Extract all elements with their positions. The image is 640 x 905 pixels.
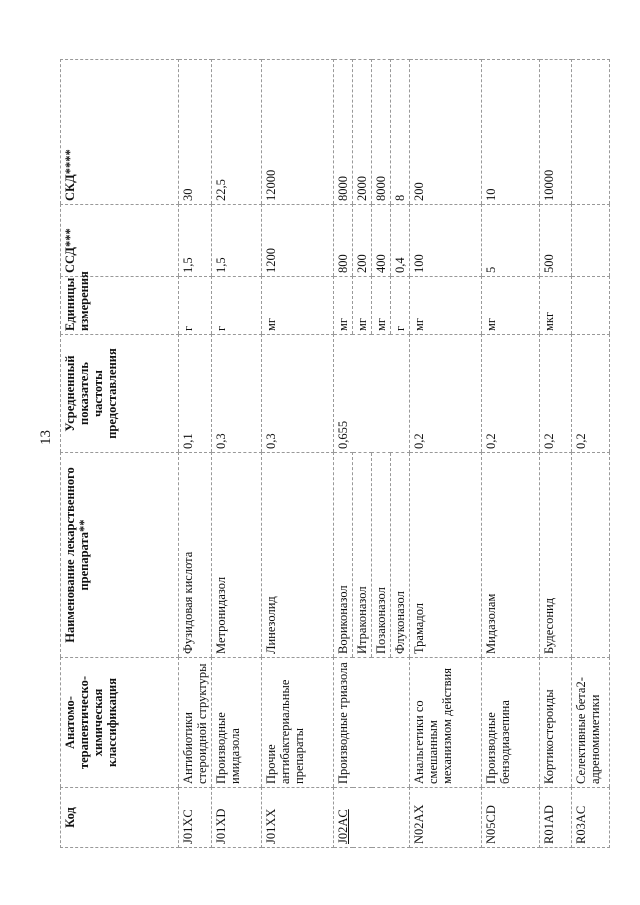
- freq-cell: 0,3: [212, 335, 262, 453]
- drug-cell: [572, 453, 610, 658]
- drug-cell: Трамадол: [410, 453, 482, 658]
- table-row: [212, 60, 262, 848]
- ssd-cell: 1200: [262, 205, 334, 277]
- table-row: [482, 60, 540, 848]
- skd-cell: 22,5: [212, 60, 262, 205]
- ssd-cell: [572, 205, 610, 277]
- drug-cell: Будесонид: [540, 453, 572, 658]
- header-atc: Анатомо-терапевтическо-химическая классификация: [61, 658, 179, 788]
- unit-cell: мг: [334, 277, 353, 335]
- code-cell: N05CD: [482, 788, 540, 848]
- skd-cell: 8: [391, 60, 410, 205]
- header-row: [61, 60, 179, 848]
- unit-cell: [572, 277, 610, 335]
- skd-cell: 8000: [372, 60, 391, 205]
- atc-cell: Селективные бета2-адреномиметики: [572, 658, 610, 788]
- table-row: [179, 60, 212, 848]
- freq-cell: 0,1: [179, 335, 212, 453]
- ssd-cell: 500: [540, 205, 572, 277]
- skd-cell: 10000: [540, 60, 572, 205]
- unit-cell: г: [391, 277, 410, 335]
- ssd-cell: 200: [353, 205, 372, 277]
- freq-cell: 0,2: [572, 335, 610, 453]
- freq-cell: 0,2: [410, 335, 482, 453]
- freq-cell: 0,2: [482, 335, 540, 453]
- drug-cell: Фузидовая кислота: [179, 453, 212, 658]
- header-ssd: ССД***: [61, 205, 179, 277]
- drug-cell: Позаконазол: [372, 453, 391, 658]
- rotated-table-container: [60, 60, 602, 848]
- skd-cell: 8000: [334, 60, 353, 205]
- header-code: Код: [61, 788, 179, 848]
- skd-cell: 30: [179, 60, 212, 205]
- code-cell: R01AD: [540, 788, 572, 848]
- ssd-cell: 1,5: [212, 205, 262, 277]
- code-cell: J01XD: [212, 788, 262, 848]
- drug-cell: Вориконазол: [334, 453, 353, 658]
- code-cell: R03AC: [572, 788, 610, 848]
- unit-cell: г: [212, 277, 262, 335]
- code-cell: N02AX: [410, 788, 482, 848]
- table-row: [540, 60, 572, 848]
- freq-cell: 0,2: [540, 335, 572, 453]
- header-skd: СКД****: [61, 60, 179, 205]
- unit-cell: мг: [372, 277, 391, 335]
- drug-cell: Итраконазол: [353, 453, 372, 658]
- table-row: [410, 60, 482, 848]
- skd-cell: 12000: [262, 60, 334, 205]
- ssd-cell: 5: [482, 205, 540, 277]
- code-cell: J01XX: [262, 788, 334, 848]
- table-row: [572, 60, 610, 848]
- atc-cell: Производные имидазола: [212, 658, 262, 788]
- atc-cell: Производные триазола: [334, 658, 410, 788]
- atc-cell: Производные бензодиазепина: [482, 658, 540, 788]
- skd-cell: 200: [410, 60, 482, 205]
- drug-table: [60, 59, 610, 848]
- code-cell: J02AC: [334, 788, 410, 848]
- ssd-cell: 800: [334, 205, 353, 277]
- page-number: 13: [38, 430, 54, 445]
- drug-cell: Линезолид: [262, 453, 334, 658]
- drug-cell: Флуконазол: [391, 453, 410, 658]
- header-drug: Наименование лекарственного препарата**: [61, 453, 179, 658]
- ssd-cell: 1,5: [179, 205, 212, 277]
- unit-cell: г: [179, 277, 212, 335]
- unit-cell: мг: [410, 277, 482, 335]
- unit-cell: мкг: [540, 277, 572, 335]
- atc-cell: Прочие антибактериальные препараты: [262, 658, 334, 788]
- atc-cell: Кортикостероиды: [540, 658, 572, 788]
- skd-cell: 2000: [353, 60, 372, 205]
- ssd-cell: 100: [410, 205, 482, 277]
- table-row: [262, 60, 334, 848]
- atc-cell: Анальгетики со смешанным механизмом действия: [410, 658, 482, 788]
- header-unit: Единицы измерения: [61, 277, 179, 335]
- unit-cell: мг: [482, 277, 540, 335]
- freq-cell: 0,655: [334, 335, 410, 453]
- table-row: [334, 60, 353, 848]
- skd-cell: [572, 60, 610, 205]
- code-cell: J01XC: [179, 788, 212, 848]
- drug-cell: Метронидазол: [212, 453, 262, 658]
- skd-cell: 10: [482, 60, 540, 205]
- freq-cell: 0,3: [262, 335, 334, 453]
- atc-cell: Антибиотики стероидной структуры: [179, 658, 212, 788]
- unit-cell: мг: [262, 277, 334, 335]
- ssd-cell: 0,4: [391, 205, 410, 277]
- drug-cell: Мидазолам: [482, 453, 540, 658]
- header-freq: Усредненный показатель частоты предоставления: [61, 335, 179, 453]
- unit-cell: мг: [353, 277, 372, 335]
- ssd-cell: 400: [372, 205, 391, 277]
